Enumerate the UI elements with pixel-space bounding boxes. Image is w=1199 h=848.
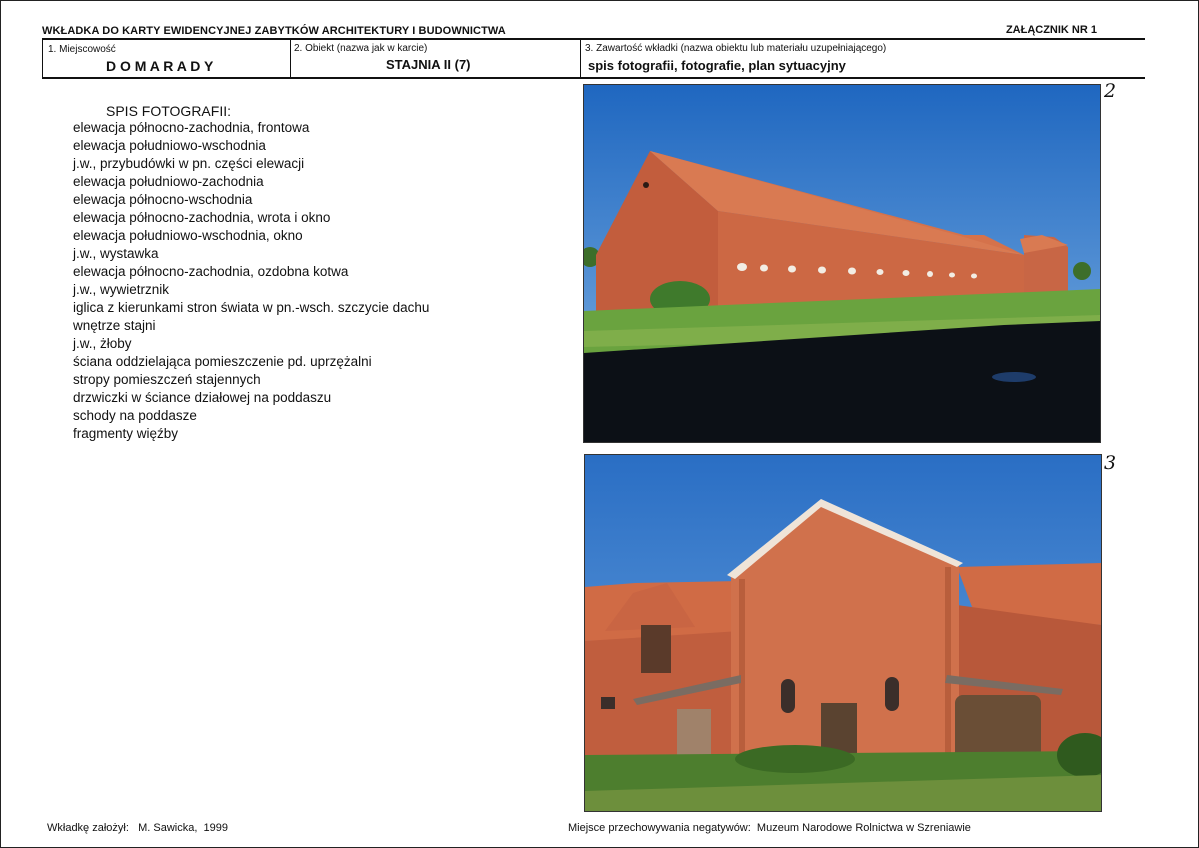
table-bottom-rule xyxy=(42,77,1145,79)
photo-stable-gable xyxy=(584,454,1102,812)
photo-stable-gable-image xyxy=(585,455,1101,811)
list-item-text: elewacja północno-zachodnia, frontowa xyxy=(73,120,310,135)
table-divider-2 xyxy=(580,39,581,78)
annex-label: ZAŁĄCZNIK NR 1 xyxy=(1005,24,1097,36)
list-item-text: elewacja północno-zachodnia, wrota i okno xyxy=(73,210,331,225)
list-item-text: j.w., wystawka xyxy=(73,246,159,261)
list-item-text: drzwiczki w ściance działowej na poddaszu xyxy=(73,390,332,405)
object-label: 2. Obiekt (nazwa jak w karcie) xyxy=(294,43,428,54)
photo-number-3: 3 xyxy=(1104,452,1117,474)
list-item-text: elewacja południowo-wschodnia, okno xyxy=(73,228,303,243)
photo-list-title: SPIS FOTOGRAFII: xyxy=(106,103,231,119)
footer-author: Wkładkę założył: M. Sawicka, 1999 xyxy=(47,822,228,834)
list-item-text: j.w., wywietrznik xyxy=(73,282,170,297)
list-item-text: iglica z kierunkami stron świata w pn.-wsch. szczycie dachu xyxy=(73,300,430,315)
photo-stable-side xyxy=(583,84,1101,443)
list-item-text: stropy pomieszczeń stajennych xyxy=(73,372,261,387)
photo-number-2: 2 xyxy=(1104,80,1117,102)
content-label: 3. Zawartość wkładki (nazwa obiektu lub materiału uzupełniającego) xyxy=(585,43,887,54)
list-item-text: elewacja południowo-wschodnia xyxy=(73,138,266,153)
list-item-text: elewacja północno-zachodnia, ozdobna kotwa xyxy=(73,264,349,279)
list-item-text: schody na poddasze xyxy=(73,408,197,423)
object-value: STAJNIA II (7) xyxy=(386,57,471,72)
list-item-text: elewacja północno-wschodnia xyxy=(73,192,253,207)
document-title: WKŁADKA DO KARTY EWIDENCYJNEJ ZABYTKÓW ARCHITEKTURY I BUDOWNICTWA xyxy=(42,25,506,37)
list-item-text: fragmenty więźby xyxy=(73,426,179,441)
list-item-text: j.w., żłoby xyxy=(73,336,132,351)
table-top-rule xyxy=(42,38,1145,40)
list-item-text: ściana oddzielająca pomieszczenie pd. uprzężalni xyxy=(73,354,372,369)
table-divider-1 xyxy=(290,39,291,78)
locality-label: 1. Miejscowość xyxy=(48,44,116,55)
list-item-text: wnętrze stajni xyxy=(73,318,156,333)
locality-value: D O M A R A D Y xyxy=(106,58,214,74)
footer-storage: Miejsce przechowywania negatywów: Muzeum Narodowe Rolnictwa w Szreniawie xyxy=(568,822,971,834)
content-value: spis fotografii, fotografie, plan sytuacyjny xyxy=(588,58,846,73)
table-divider-left xyxy=(42,39,43,78)
photo-stable-side-image xyxy=(584,85,1100,442)
list-item-text: elewacja południowo-zachodnia xyxy=(73,174,264,189)
list-item-text: j.w., przybudówki w pn. części elewacji xyxy=(73,156,305,171)
